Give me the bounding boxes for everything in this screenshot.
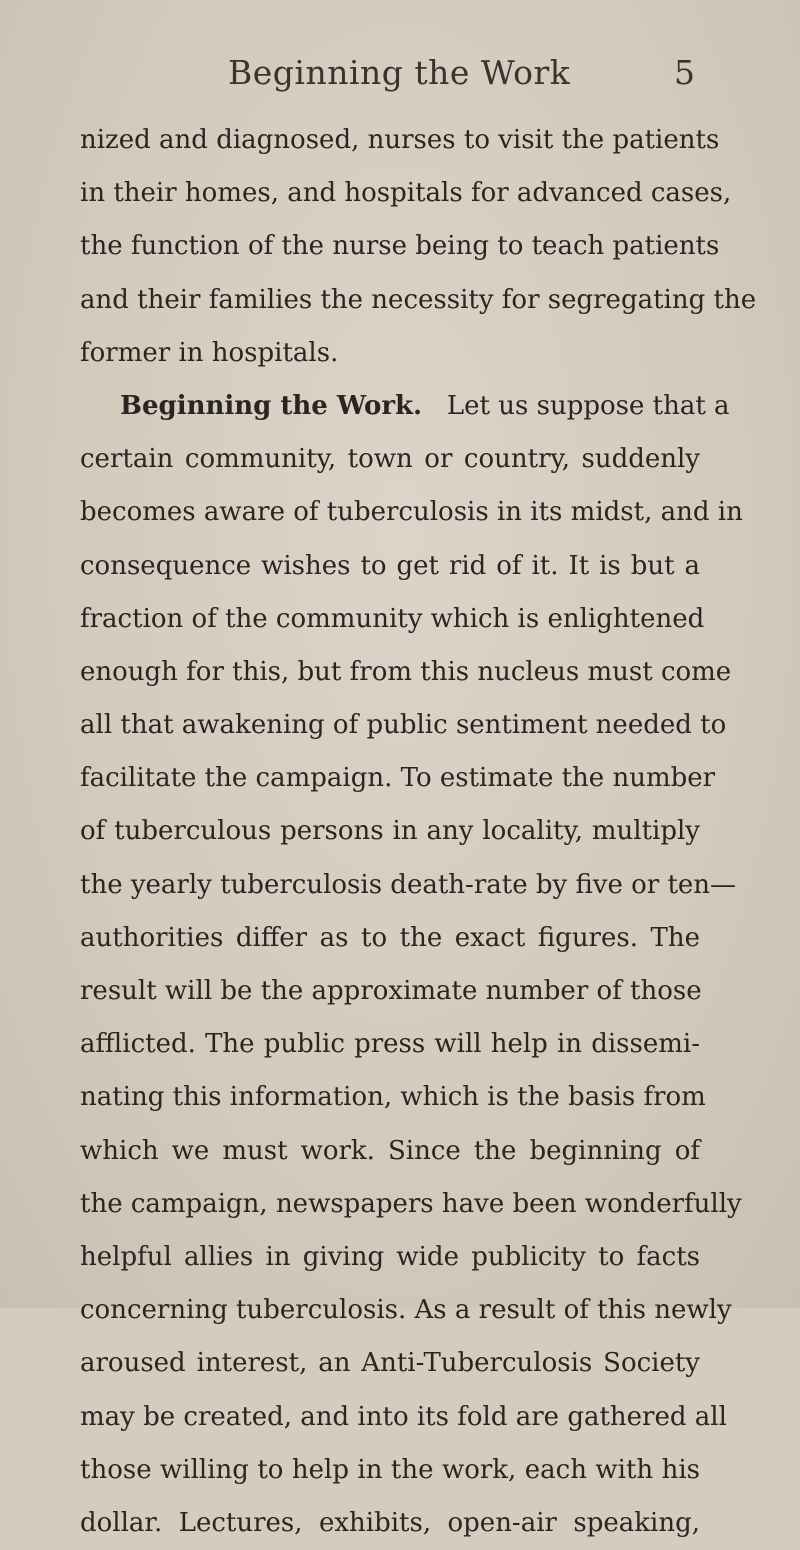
heading-line-text: Let us suppose that a — [446, 390, 730, 421]
text-line: in their homes, and hospitals for advanced cases, — [80, 178, 732, 209]
text-line: nized and diagnosed, nurses to visit the patients — [80, 125, 720, 155]
text-line: aroused interest, an Anti-Tuberculosis Society — [80, 1348, 700, 1379]
paragraph-1 — [80, 114, 757, 380]
page-number: 5 — [674, 53, 695, 92]
text-line — [80, 380, 730, 433]
body-text — [80, 114, 757, 1550]
section-heading: Beginning the Work. — [120, 390, 423, 421]
text-line: afflicted. The public press will help in dissemi- — [80, 1029, 700, 1060]
text-line: all that awakening of public sentiment needed to — [80, 710, 727, 741]
text-line: facilitate the campaign. To estimate the number — [80, 763, 716, 794]
text-line: those willing to help in the work, each with his — [80, 1454, 700, 1485]
paragraph-2 — [80, 380, 743, 1550]
text-line: former in hospitals. — [80, 337, 339, 368]
text-line: of tuberculous persons in any locality, multiply — [80, 816, 700, 847]
running-title: Beginning the Work — [228, 53, 571, 92]
text-line: enough for this, but from this nucleus must come — [80, 656, 732, 687]
text-line: the function of the nurse being to teach patients — [80, 231, 720, 262]
text-line: which we must work. Since the beginning of — [80, 1135, 700, 1166]
text-line: the yearly tuberculosis death-rate by five or ten— — [80, 869, 737, 900]
running-head — [0, 48, 800, 98]
text-line: helpful allies in giving wide publicity to facts — [80, 1241, 700, 1272]
text-line: fraction of the community which is enlightened — [80, 603, 705, 634]
text-line: authorities differ as to the exact figures. The — [80, 922, 700, 953]
text-line: dollar. Lectures, exhibits, open-air speaking, — [80, 1507, 700, 1538]
text-line: certain community, town or country, suddenly — [80, 444, 700, 475]
text-line: and their families the necessity for segregating the — [80, 284, 757, 315]
text-line: nating this information, which is the basis from — [80, 1082, 706, 1113]
text-line: result will be the approximate number of those — [80, 976, 702, 1006]
text-line: may be created, and into its fold are gathered all — [80, 1401, 727, 1432]
text-line: becomes aware of tuberculosis in its midst, and in — [80, 497, 743, 528]
text-line: consequence wishes to get rid of it. It is but a — [80, 550, 700, 581]
text-line: concerning tuberculosis. As a result of this newly — [80, 1295, 732, 1326]
text-line: the campaign, newspapers have been wonderfully — [80, 1188, 742, 1219]
